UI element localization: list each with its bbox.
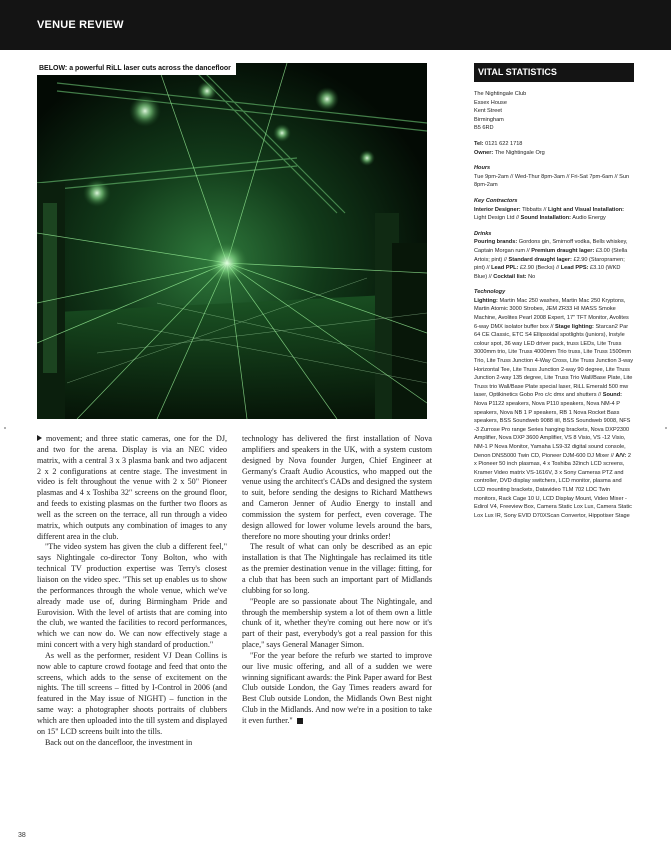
address-line: Essex House	[474, 99, 507, 106]
drinks-heading: Drinks	[474, 230, 492, 237]
contractors-heading: Key Contractors	[474, 197, 518, 204]
dancefloor-laser-photo	[37, 63, 427, 419]
venue-photo	[37, 63, 427, 419]
drinks-section	[474, 230, 634, 282]
continue-arrow-icon	[37, 435, 42, 441]
hours-text: Tue 9pm-2am // Wed-Thur 8pm-3am // Fri-Sat 7pm-6am // Sun 8pm-2am	[474, 173, 630, 189]
article-paragraph: "For the year before the refurb we started to improve our live music offering, and all of a sudden we were winning significant awards: the Pink Paper award for Best Club outside London, the Gay Times readers award for Best Club outside London, the Midlands Own Best night Club in the Midlands. And now we're in a position to take it even further."	[242, 650, 432, 725]
contractors-section	[474, 197, 634, 223]
hours-section	[474, 164, 634, 190]
article-paragraph: Back out on the dancefloor, the investment in	[45, 737, 193, 747]
article-paragraph: movement; and three static cameras, one for the DJ, and two for the arena. Display is via an NEC video matrix, with a central 3 x 3 plasma bank and two adjacent 2 x 2 configurations at centre stage. The investment in video is felt throughout the venue with 2 x 50" Pioneer plasmas and 4 x Toshiba 32" screens on the ground floor, and feeds to existing plasmas on the further two floors as well as the screen on the terrace, all run through a video matrix, which outputs any combination of images to any different area in the club.	[37, 434, 227, 541]
article-paragraph: As well as the performer, resident VJ Dean Collins is now able to capture crowd footage and feed that onto the screens, which adds to the sense of excitement on the nights. The till screens – fitted by I-Control in 2006 (and featured in the May issue of NIGHT) – function in the same way: a photographer shoots portraits of clubbers which are then uploaded into the till system and displayed on 15" LCD screens built into the tills.	[37, 650, 227, 736]
article-column-1	[37, 434, 227, 748]
contact-info	[474, 140, 634, 157]
contractors-text: Interior Designer: Tibbatts // Light and Visual Installation: Light Design Ltd // Sound Installation: Audio Energy	[474, 206, 625, 222]
margin-mark	[4, 427, 6, 429]
address-line: Kent Street	[474, 108, 502, 115]
drinks-text: Pouring brands: Gordons gin, Smirnoff vodka, Bells whiskey, Captain Morgan rum // Premium draught lager: £3.00 (Stella Artois; pint) // Standard draught lager: £2.90 (Staropramen; pint) // Lead PPL: £2.90 (Becks) // Lead PPS: £3.10 (WKD Blue) // Cocktail list: No	[474, 239, 628, 280]
technology-heading: Technology	[474, 289, 506, 296]
article-column-2	[242, 434, 432, 727]
telephone: Tel: 0121 622 1718	[474, 140, 523, 147]
vital-statistics-title: VITAL STATISTICS	[474, 63, 634, 82]
address-line: Birmingham	[474, 116, 504, 123]
photo-caption: BELOW: a powerful RiLL laser cuts across the dancefloor	[37, 63, 236, 75]
address-line: B5 6RD	[474, 125, 494, 132]
page-header	[0, 0, 671, 50]
technology-section	[474, 288, 634, 520]
owner: Owner: The Nightingale Org	[474, 149, 545, 156]
article-paragraph: "People are so passionate about The Nightingale, and through the membership system a lot of them own a little chunk of it, whether they're coming out here now or it's part of their past, everybody's got a real passion for this place," says General Manager Simon.	[242, 596, 432, 650]
end-of-article-mark-icon	[297, 718, 303, 724]
page-number: 38	[18, 832, 26, 839]
article-paragraph: "The video system has given the club a different feel," says Nightingale co-director Tony Bolton, who with technical TV production expertise was Terry's closest liaison on the video spec. "This set up enables us to show the performances through the whole venue, which we've already made use of, during Birmingham Pride and Eurovision. With the level of artists that are coming into the club, we wanted the facilities to record performances, which we can now do. We can now effectively stage a mini concert with a very high standard of production."	[37, 542, 227, 650]
section-label: VENUE REVIEW	[37, 19, 124, 31]
vital-statistics-panel	[474, 63, 634, 527]
hours-heading: Hours	[474, 165, 491, 172]
article-paragraph: The result of what can only be described as an epic installation is that The Nightingale has reclaimed its title as the premier destination venue in the village: fitting, for a club that has been such an important part of Midlands clubbing for so long.	[242, 542, 432, 595]
margin-mark	[665, 427, 667, 429]
venue-address	[474, 90, 634, 133]
address-line: The Nightingale Club	[474, 91, 527, 97]
technology-text: Lighting: Martin Mac 250 washes, Martin Mac 250 Kryptons, Martin Atomic 3000 Strobes, JEM ZR33 HI MASS Smoke Machine, Avolites Pearl 2008 Expert, 17" TFT Monitor, Avolites 6-way DMX isolator buffer box // Stage lighting: Starcan2 Par 64 CE Classic, ETC S4 Ellipsoidal spotlights (juniors), Instyle colour spot, 36 way LED driver pack, truss LEDs, Lite Truss 3000mm trio, Lite Truss 4000mm Trio truss, Lite Truss 1500mm Trio, Lite Truss Junction 4-Way Cross, Lite Truss Junction 3-way Horizontal Tee, Lite Truss Junction 2-way 90 degree, Lite Truss Junction 2-way 135 degree, Lite Truss Trio Wall/Base Plate, Lite Truss trio Wall/Base Plate special laser, RiLL Emerald 500 mw laser, Optikinetics Gobo Pro c/c dmx and shutters // Sound: Nova P1122 speakers, Nova P110 speakers, Nova NM-4 P speakers, Nova NB 1 P speakers, RB 1 Nova Rocket Bass speakers, BSS Soundweb 9088 iiiI, BSS Soundweb 9008, NFS -3 Zurrose Pro range Series hanging brackets, Nova DXP2300 Amplifier, Nova DXP 3600 Amplifier, VS 8 Visio, VS -12 Visio, NM-1 P Nova Monitor, Yamaha LS9-32 digital sound console, Denon DNS5000 Twin CD, Pioneer DJM-600 DJ Mixer // A/V: 2 x Pioneer 50 inch plasmas, 4 x Toshiba 32inch LCD screens, Kramer Video matrix VS-1616V, 3 x Sony Cameras PTZ and controller, DVD display switchers, LCD monitor, plasma and LCD mounting brackets, Datavideo TLM 702 LDC Twin monitors, Rack Cage 10 U, LCD Display Mount, Video Mixer - Edirol V4, Freeview Box, Camera Static Lox Lux, Camera Static Lox Lux IR, Sony EVID D70XScan Convertor, Hippotiser Stage	[474, 297, 634, 519]
article-paragraph: technology has delivered the first installation of Nova amplifiers and speakers in the UK, with a system custom designed by Nova founder Jurgen, Chief Engineer at Germany's Craaft Audio Acoustics, who mapped out the venue using the architect's CADs and designed the system to suit, before sending the designs to Richard Matthews and Cameron Jenner of Audio Energy to install and commission the system for perfect, even coverage. The design allowed for lower volume levels around the bars, therefore no more shouting your drinks order!	[242, 434, 432, 541]
